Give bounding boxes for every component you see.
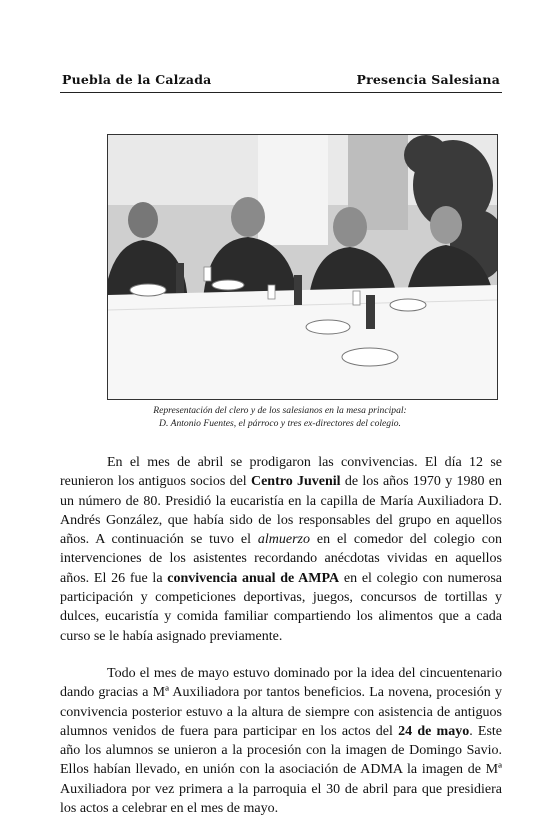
p2-text-2: . Este año los alumnos se unieron a la procesión con la imagen de Domingo Savio. Ellos habían llevado, en unión con la asociación de ADMA la imagen de Mª Auxiliadora por vez primera a la parroquia el 30 de abril para que presidiera los actos a celebrar en el mes de mayo. — [60, 723, 503, 817]
p1-text-3: en el comedor del colegio con intervenciones de los asistentes recordando anécdotas vividas en aquellos años. El 26 fue la — [60, 532, 502, 586]
header-right-title: Presencia Salesiana — [356, 72, 500, 87]
header-left-title: Puebla de la Calzada — [62, 72, 212, 87]
p1-text-1: En el mes de abril se prodigaron las convivencias. El día 12 se reunieron los antiguos socios del — [60, 455, 502, 490]
p1-text-4: en el colegio con numerosa participación y competiciones deportivas, juegos, concursos de tortillas y dulces, eucaristía y comida familiar compartiendo los alimentos que a cada curso se le había asignado previamente. — [60, 570, 502, 644]
article-body — [60, 453, 502, 818]
running-header — [62, 72, 500, 87]
p1-italic-almuerzo: almuerzo — [257, 532, 310, 548]
header-rule — [60, 92, 502, 93]
paragraph-april — [60, 453, 502, 646]
p1-bold-ampa: convivencia anual de AMPA — [167, 570, 340, 586]
p2-bold-24-mayo: 24 de mayo — [398, 723, 470, 739]
caption-line-2: D. Antonio Fuentes, el párroco y tres ex-directores del colegio. — [159, 418, 401, 429]
p2-text-1: Todo el mes de mayo estuvo dominado por la idea del cincuentenario dando gracias a Mª Auxiliadora por tantos beneficios. La novena, procesión y convivencia posterior estuvo a la altura de siempre con asistencia de antiguos alumnos venidos de fuera para participar en los actos del — [60, 665, 502, 739]
p1-text-2: de los años 1970 y 1980 en un número de 80. Presidió la eucaristía en la capilla de María Auxiliadora D. Andrés González, que había sido de los responsables del grupo en aquellos años. A continuación se tuvo el — [60, 474, 502, 548]
paragraph-may — [60, 664, 502, 818]
photo-caption — [90, 404, 470, 430]
dinner-photo — [107, 134, 498, 400]
p1-bold-centro-juvenil: Centro Juvenil — [250, 474, 341, 490]
caption-line-1: Representación del clero y de los salesianos en la mesa principal: — [153, 405, 407, 416]
